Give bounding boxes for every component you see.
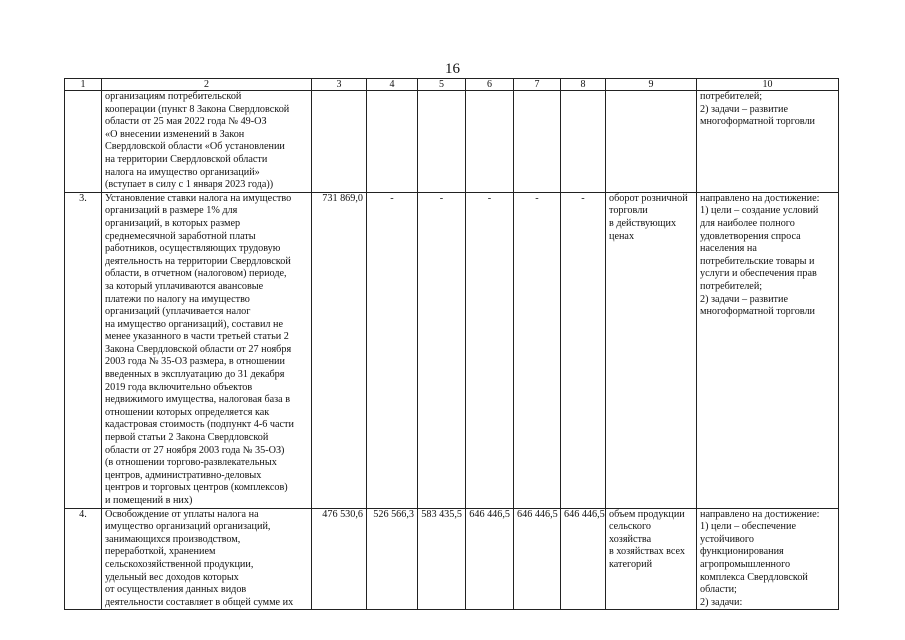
desc-line: удельный вес доходов которых [105, 571, 239, 583]
desc-line: недвижимого имущества, налоговая база в [105, 394, 291, 406]
goal-line: для наиболее полного [700, 217, 795, 229]
value-cell [514, 91, 561, 193]
desc-line: деятельности составляет в общей сумме их [105, 596, 294, 608]
desc-line: кадастровая стоимость (подпункт 4-6 части [105, 419, 294, 431]
column-number: 10 [697, 79, 839, 91]
value-cell: - [466, 192, 514, 508]
description-cell [102, 91, 312, 193]
desc-line: имущество организаций организаций, [105, 521, 271, 533]
desc-line: области, в отчетном (налоговом) периоде, [105, 268, 287, 280]
column-number: 5 [418, 79, 466, 91]
desc-line: Закона Свердловской области от 27 ноября [105, 343, 292, 355]
indicator-cell [606, 91, 697, 193]
description-cell [102, 508, 312, 610]
indicator-line: оборот розничной [609, 192, 688, 204]
desc-line: кооперации (пункт 8 Закона Свердловской [105, 103, 290, 115]
goal-line: направлено на достижение: [700, 508, 820, 520]
desc-line: 2003 года № 35-ОЗ размера, в отношении [105, 356, 285, 368]
goal-line: 1) цели – обеспечение [700, 521, 796, 533]
desc-line: организаций в размере 1% для [105, 205, 238, 217]
row-number-cell: 4. [65, 508, 102, 610]
goal-cell [697, 91, 839, 193]
goal-cell [697, 508, 839, 610]
column-number: 1 [65, 79, 102, 91]
goal-line: услуги и обеспечения прав [700, 268, 817, 280]
indicator-line: хозяйства [609, 533, 652, 545]
desc-line: на территории Свердловской области [105, 153, 268, 165]
goal-line: удовлетворения спроса [700, 230, 801, 242]
table-row [65, 192, 839, 508]
desc-line: организаций, в которых размер [105, 217, 241, 229]
indicator-line: объем продукции [609, 508, 685, 520]
desc-line: Установление ставки налога на имущество [105, 192, 292, 204]
goal-line: устойчивого [700, 533, 754, 545]
goal-line: направлено на достижение: [700, 192, 820, 204]
indicator-line: в хозяйствах всех [609, 546, 686, 558]
goal-line: 2) задачи – развитие [700, 293, 788, 305]
goal-line: комплекса Свердловской [700, 571, 808, 583]
value-cell: 583 435,5 [418, 508, 466, 610]
desc-line: центров и торговых центров (комплексов) [105, 482, 288, 494]
row-number-cell [65, 91, 102, 193]
goal-cell [697, 192, 839, 508]
goal-line: потребителей; [700, 280, 763, 292]
value-cell [466, 91, 514, 193]
value-cell: 526 566,3 [367, 508, 418, 610]
goal-line: потребителей; [700, 91, 763, 102]
indicator-line: ценах [609, 230, 635, 242]
desc-line: менее указанного в части третьей статьи 2 [105, 331, 289, 343]
desc-line: области от 25 мая 2022 года № 49-ОЗ [105, 116, 267, 128]
desc-line: и помещений в них) [105, 495, 193, 506]
column-number: 9 [606, 79, 697, 91]
column-number: 7 [514, 79, 561, 91]
desc-line: среднемесячной заработной платы [105, 230, 256, 242]
desc-line: сельскохозяйственной продукции, [105, 558, 254, 570]
desc-line: платежи по налогу на имущество [105, 293, 250, 305]
desc-line: первой статьи 2 Закона Свердловской [105, 432, 269, 444]
desc-line: занимающихся производством, [105, 533, 241, 545]
goal-line: области; [700, 584, 737, 596]
goal-line: многоформатной торговли [700, 306, 816, 318]
desc-line: работников, осуществляющих трудовую [105, 243, 281, 255]
table-row [65, 508, 839, 610]
desc-line: введенных в эксплуатацию до 31 декабря [105, 369, 285, 381]
value-cell: - [514, 192, 561, 508]
desc-line: (вступает в силу с 1 января 2023 года)) [105, 179, 274, 191]
desc-line: от осуществления данных видов [105, 584, 247, 596]
desc-line: за который уплачиваются авансовые [105, 280, 264, 292]
desc-line: организациям потребительской [105, 91, 242, 102]
desc-line: переработкой, хранением [105, 546, 216, 558]
value-cell: 646 446,5 [561, 508, 606, 610]
desc-line: отношении которых определяется как [105, 406, 270, 418]
page-number: 16 [445, 61, 460, 77]
value-cell: 646 446,5 [514, 508, 561, 610]
table-body [65, 79, 839, 610]
desc-line: (в отношении торгово-развлекательных [105, 457, 277, 469]
indicator-line: в действующих [609, 217, 677, 229]
goal-line: функционирования [700, 546, 784, 558]
column-number: 6 [466, 79, 514, 91]
value-cell: - [418, 192, 466, 508]
value-cell: - [561, 192, 606, 508]
desc-line: 2019 года включительно объектов [105, 381, 253, 393]
value-cell [418, 91, 466, 193]
value-cell: 731 869,0 [312, 192, 367, 508]
table-row [65, 91, 839, 193]
indicator-cell [606, 192, 697, 508]
value-cell [312, 91, 367, 193]
goal-line: населения на [700, 243, 757, 255]
row-number-cell: 3. [65, 192, 102, 508]
column-number-row [65, 79, 839, 91]
desc-line: области от 27 ноября 2003 года № 35-ОЗ) [105, 444, 285, 456]
desc-line: налога на имущество организаций» [105, 166, 260, 178]
value-cell: 646 446,5 [466, 508, 514, 610]
desc-line: центров, административно-деловых [105, 469, 262, 481]
value-cell: 476 530,6 [312, 508, 367, 610]
value-cell [367, 91, 418, 193]
goal-line: 2) задачи – развитие [700, 103, 788, 115]
value-cell: - [367, 192, 418, 508]
column-number: 4 [367, 79, 418, 91]
column-number: 3 [312, 79, 367, 91]
desc-line: «О внесении изменений в Закон [105, 128, 245, 140]
indicator-line: категорий [609, 558, 653, 570]
description-cell [102, 192, 312, 508]
desc-line: деятельность на территории Свердловской [105, 255, 291, 267]
goal-line: 1) цели – создание условий [700, 205, 819, 217]
value-cell [561, 91, 606, 193]
column-number: 8 [561, 79, 606, 91]
tax-benefits-table [64, 78, 839, 610]
desc-line: Освобождение от уплаты налога на [105, 508, 259, 520]
desc-line: организаций (уплачивается налог [105, 306, 251, 318]
goal-line: потребительские товары и [700, 255, 815, 267]
column-number: 2 [102, 79, 312, 91]
indicator-cell [606, 508, 697, 610]
goal-line: 2) задачи: [700, 596, 743, 608]
indicator-line: торговли [609, 205, 648, 217]
desc-line: на имущество организаций), составил не [105, 318, 284, 330]
indicator-line: сельского [609, 521, 651, 533]
goal-line: агропромышленного [700, 558, 791, 570]
desc-line: Свердловской области «Об установлении [105, 141, 285, 153]
goal-line: многоформатной торговли [700, 116, 816, 128]
